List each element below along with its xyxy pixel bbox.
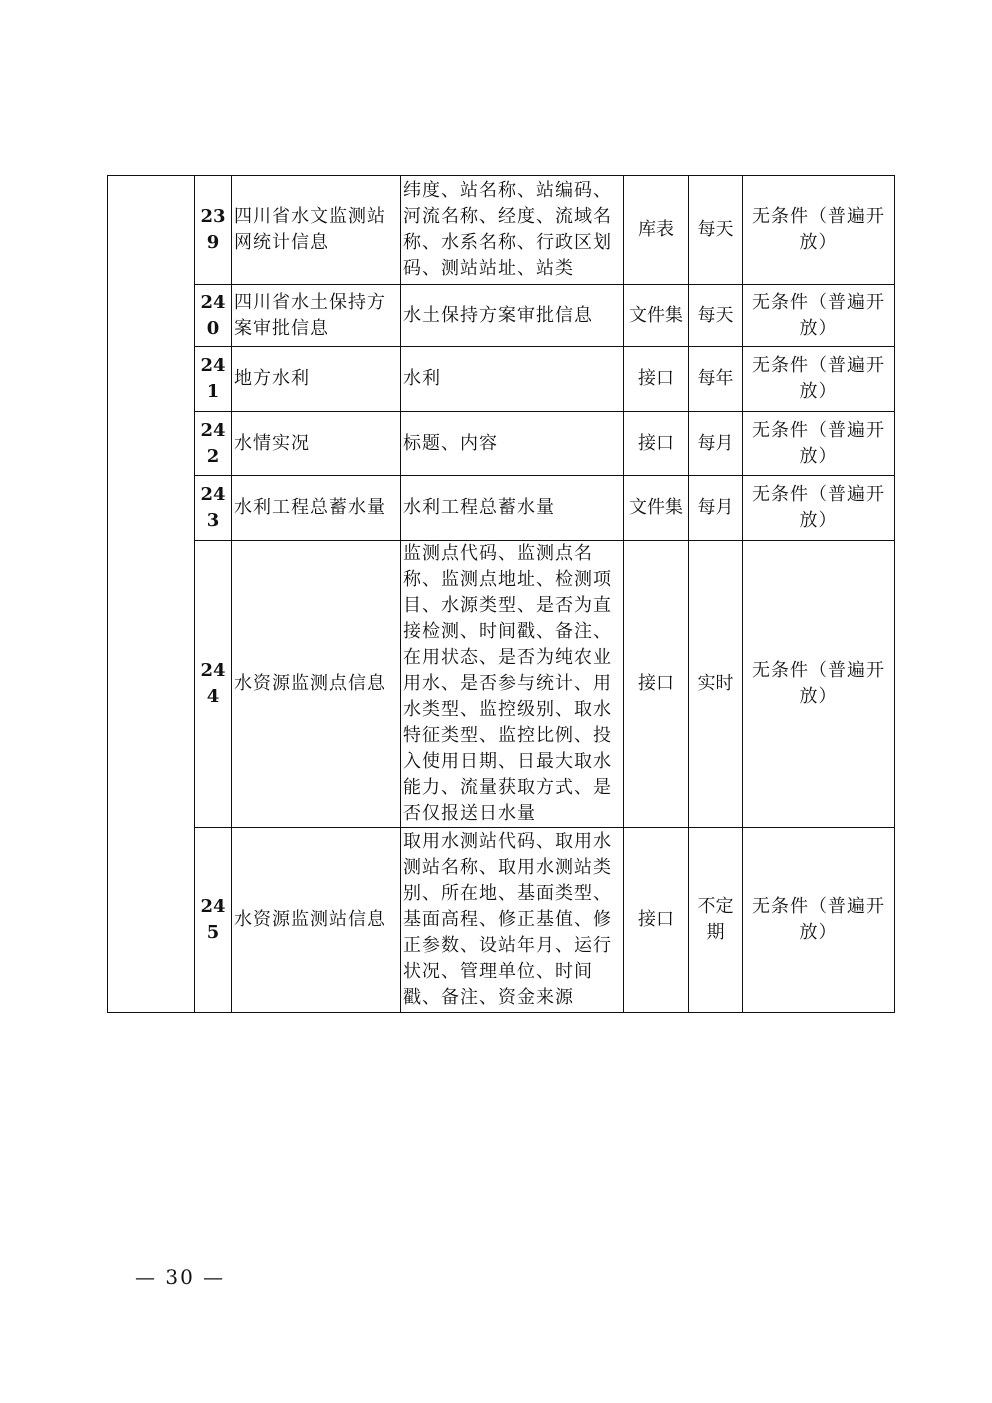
data-format: 接口 <box>624 828 689 1013</box>
open-condition <box>743 347 895 412</box>
row-number: 243 <box>195 476 232 541</box>
open-condition <box>743 176 895 285</box>
page-number: — 30 — <box>135 1265 226 1289</box>
data-items: 取用水测站代码、取用水测站名称、取用水测站类别、所在地、基面类型、基面高程、修正基值、修正参数、设站年月、运行状况、管理单位、时间戳、备注、资金来源 <box>401 828 624 1013</box>
data-format: 接口 <box>624 412 689 476</box>
open-condition-text: 无条件（普遍开放） <box>752 484 885 531</box>
row-number: 244 <box>195 541 232 828</box>
dataset-name: 水情实况 <box>232 412 401 476</box>
open-condition <box>743 828 895 1013</box>
open-condition <box>743 412 895 476</box>
table-row <box>108 176 895 285</box>
data-items: 水土保持方案审批信息 <box>401 285 624 347</box>
dataset-name: 四川省水土保持方案审批信息 <box>232 285 401 347</box>
data-items: 监测点代码、监测点名称、监测点地址、检测项目、水源类型、是否为直接检测、时间戳、备注、在用状态、是否为纯农业用水、是否参与统计、用水类型、监控级别、取水特征类型、监控比例、投入使用日期、日最大取水能力、流量获取方式、是否仅报送日水量 <box>401 541 624 828</box>
open-condition-text: 无条件（普遍开放） <box>752 355 885 402</box>
data-format: 接口 <box>624 347 689 412</box>
row-number: 239 <box>195 176 232 285</box>
open-condition-text: 无条件（普遍开放） <box>752 660 885 707</box>
update-frequency: 每年 <box>689 347 743 412</box>
dataset-name: 四川省水文监测站网统计信息 <box>232 176 401 285</box>
data-items: 标题、内容 <box>401 412 624 476</box>
open-condition-text: 无条件（普遍开放） <box>752 291 885 339</box>
open-condition <box>743 541 895 828</box>
open-condition-text: 无条件（普遍开放） <box>752 206 885 253</box>
table-row <box>108 476 895 541</box>
row-number: 245 <box>195 828 232 1013</box>
data-format: 文件集 <box>624 285 689 347</box>
data-catalog-table <box>107 175 895 1013</box>
table-row <box>108 541 895 828</box>
update-frequency <box>689 828 743 1013</box>
dataset-name: 地方水利 <box>232 347 401 412</box>
update-frequency: 每月 <box>689 412 743 476</box>
row-number: 240 <box>195 285 232 347</box>
row-number: 242 <box>195 412 232 476</box>
data-items: 水利 <box>401 347 624 412</box>
dataset-name: 水资源监测站信息 <box>232 828 401 1013</box>
row-number: 241 <box>195 347 232 412</box>
data-items: 纬度、站名称、站编码、河流名称、经度、流域名称、水系名称、行政区划码、测站站址、站类 <box>401 176 624 285</box>
update-frequency: 每天 <box>689 285 743 347</box>
update-frequency: 每天 <box>689 176 743 285</box>
open-condition-text: 无条件（普遍开放） <box>752 419 885 467</box>
open-condition <box>743 476 895 541</box>
open-condition-text: 无条件（普遍开放） <box>752 896 885 943</box>
data-format: 接口 <box>624 541 689 828</box>
open-condition <box>743 285 895 347</box>
update-frequency: 实时 <box>689 541 743 828</box>
dataset-name: 水资源监测点信息 <box>232 541 401 828</box>
update-frequency-text: 不定期 <box>697 896 734 943</box>
table-row <box>108 347 895 412</box>
data-items: 水利工程总蓄水量 <box>401 476 624 541</box>
table-row <box>108 412 895 476</box>
data-format: 库表 <box>624 176 689 285</box>
category-cell <box>108 176 195 1013</box>
table-row <box>108 828 895 1013</box>
update-frequency: 每月 <box>689 476 743 541</box>
data-format: 文件集 <box>624 476 689 541</box>
dataset-name: 水利工程总蓄水量 <box>232 476 401 541</box>
table-row <box>108 285 895 347</box>
